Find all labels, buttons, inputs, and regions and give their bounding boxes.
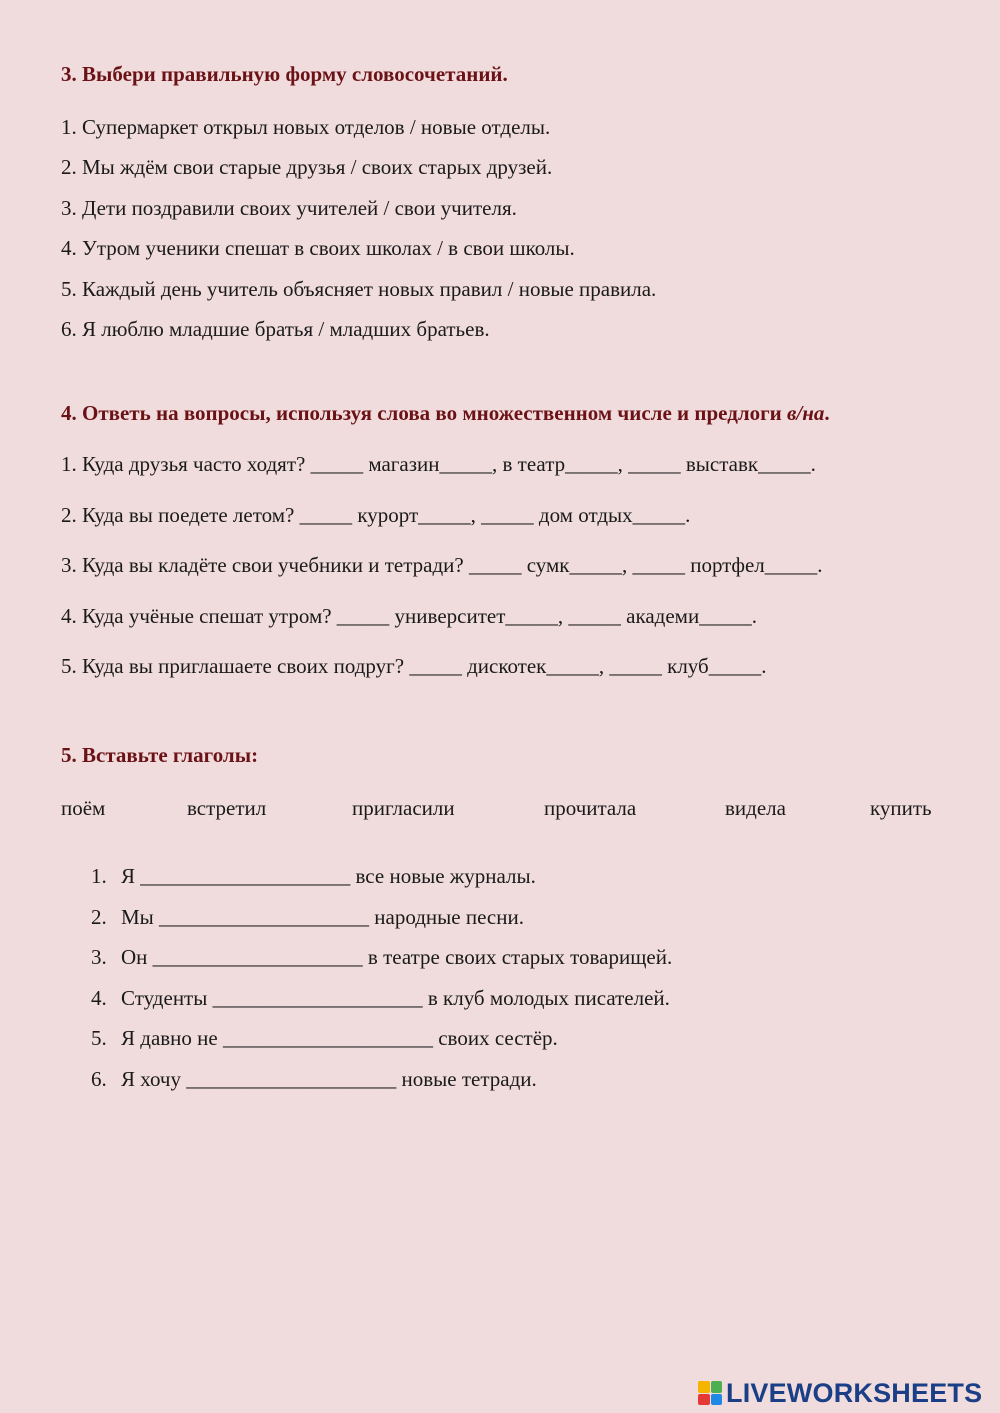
item-before: Я	[121, 864, 136, 888]
section3-item-6: 6. Я люблю младшие братья / младших братьев.	[61, 317, 490, 341]
logo-square-icon	[711, 1394, 723, 1406]
section4-item-4[interactable]: 4. Куда учёные спешат утром? _____ университет_____, _____ академи_____.	[61, 604, 757, 628]
section3-title: 3. Выбери правильную форму словосочетаний.	[61, 62, 508, 86]
logo-square-icon	[711, 1381, 723, 1393]
section5-item-2	[91, 905, 524, 930]
item-number: 5.	[91, 1026, 107, 1050]
verb-option: купить	[870, 796, 932, 820]
item-after: в клуб молодых писателей.	[427, 986, 670, 1010]
verb-option: видела	[725, 796, 786, 820]
liveworksheets-logo-icon	[698, 1381, 722, 1405]
item-after: своих сестёр.	[438, 1026, 558, 1050]
section5-item-5	[91, 1026, 558, 1051]
section4-item-1[interactable]: 1. Куда друзья часто ходят? _____ магазин_____, в театр_____, _____ выставк_____.	[61, 452, 816, 476]
section3-item-2: 2. Мы ждём свои старые друзья / своих старых друзей.	[61, 155, 553, 179]
section3-item-4: 4. Утром ученики спешат в своих школах / в свои школы.	[61, 236, 575, 260]
answer-blank[interactable]: ____________________	[222, 1026, 433, 1050]
answer-blank[interactable]: ____________________	[186, 1067, 397, 1091]
item-after: в театре своих старых товарищей.	[367, 945, 673, 969]
item-number: 4.	[91, 986, 107, 1010]
item-after: новые тетради.	[401, 1067, 537, 1091]
section5-item-4	[91, 986, 670, 1011]
section4-title-prepositions: в/на	[787, 401, 825, 425]
item-number: 3.	[91, 945, 107, 969]
logo-square-icon	[698, 1394, 710, 1406]
verb-option: пригласили	[352, 796, 455, 820]
verb-option: встретил	[187, 796, 267, 820]
answer-blank[interactable]: ____________________	[140, 864, 351, 888]
item-before: Я хочу	[121, 1067, 181, 1091]
section4-title	[61, 401, 830, 426]
section4-item-3[interactable]: 3. Куда вы кладёте свои учебники и тетради? _____ сумк_____, _____ портфел_____.	[61, 553, 823, 577]
item-before: Я давно не	[121, 1026, 218, 1050]
section3-item-3: 3. Дети поздравили своих учителей / свои учителя.	[61, 196, 517, 220]
answer-blank[interactable]: ____________________	[212, 986, 423, 1010]
logo-text: LIVEWORKSHEETS	[726, 1377, 983, 1408]
section4-item-2[interactable]: 2. Куда вы поедете летом? _____ курорт_____, _____ дом отдых_____.	[61, 503, 691, 527]
item-number: 1.	[91, 864, 107, 888]
item-number: 6.	[91, 1067, 107, 1091]
item-before: Он	[121, 945, 148, 969]
verb-option: поём	[61, 796, 106, 820]
section4-item-5[interactable]: 5. Куда вы приглашаете своих подруг? _____ дискотек_____, _____ клуб_____.	[61, 654, 767, 678]
item-after: народные песни.	[374, 905, 524, 929]
section3-item-5: 5. Каждый день учитель объясняет новых правил / новые правила.	[61, 277, 657, 301]
section4-title-end: .	[824, 401, 830, 425]
section5-item-3	[91, 945, 672, 970]
liveworksheets-logo[interactable]	[698, 1378, 982, 1408]
verb-bank	[0, 796, 1000, 822]
answer-blank[interactable]: ____________________	[152, 945, 363, 969]
section3-item-1: 1. Супермаркет открыл новых отделов / новые отделы.	[61, 115, 551, 139]
item-before: Мы	[121, 905, 154, 929]
section5-item-6	[91, 1067, 537, 1092]
item-after: все новые журналы.	[355, 864, 536, 888]
logo-square-icon	[698, 1381, 710, 1393]
answer-blank[interactable]: ____________________	[159, 905, 370, 929]
verb-option: прочитала	[544, 796, 637, 820]
section5-item-1	[91, 864, 536, 889]
item-number: 2.	[91, 905, 107, 929]
section4-title-main: 4. Ответь на вопросы, используя слова во множественном числе и предлоги	[61, 401, 787, 425]
section5-title: 5. Вставьте глаголы:	[61, 743, 259, 767]
item-before: Студенты	[121, 986, 208, 1010]
